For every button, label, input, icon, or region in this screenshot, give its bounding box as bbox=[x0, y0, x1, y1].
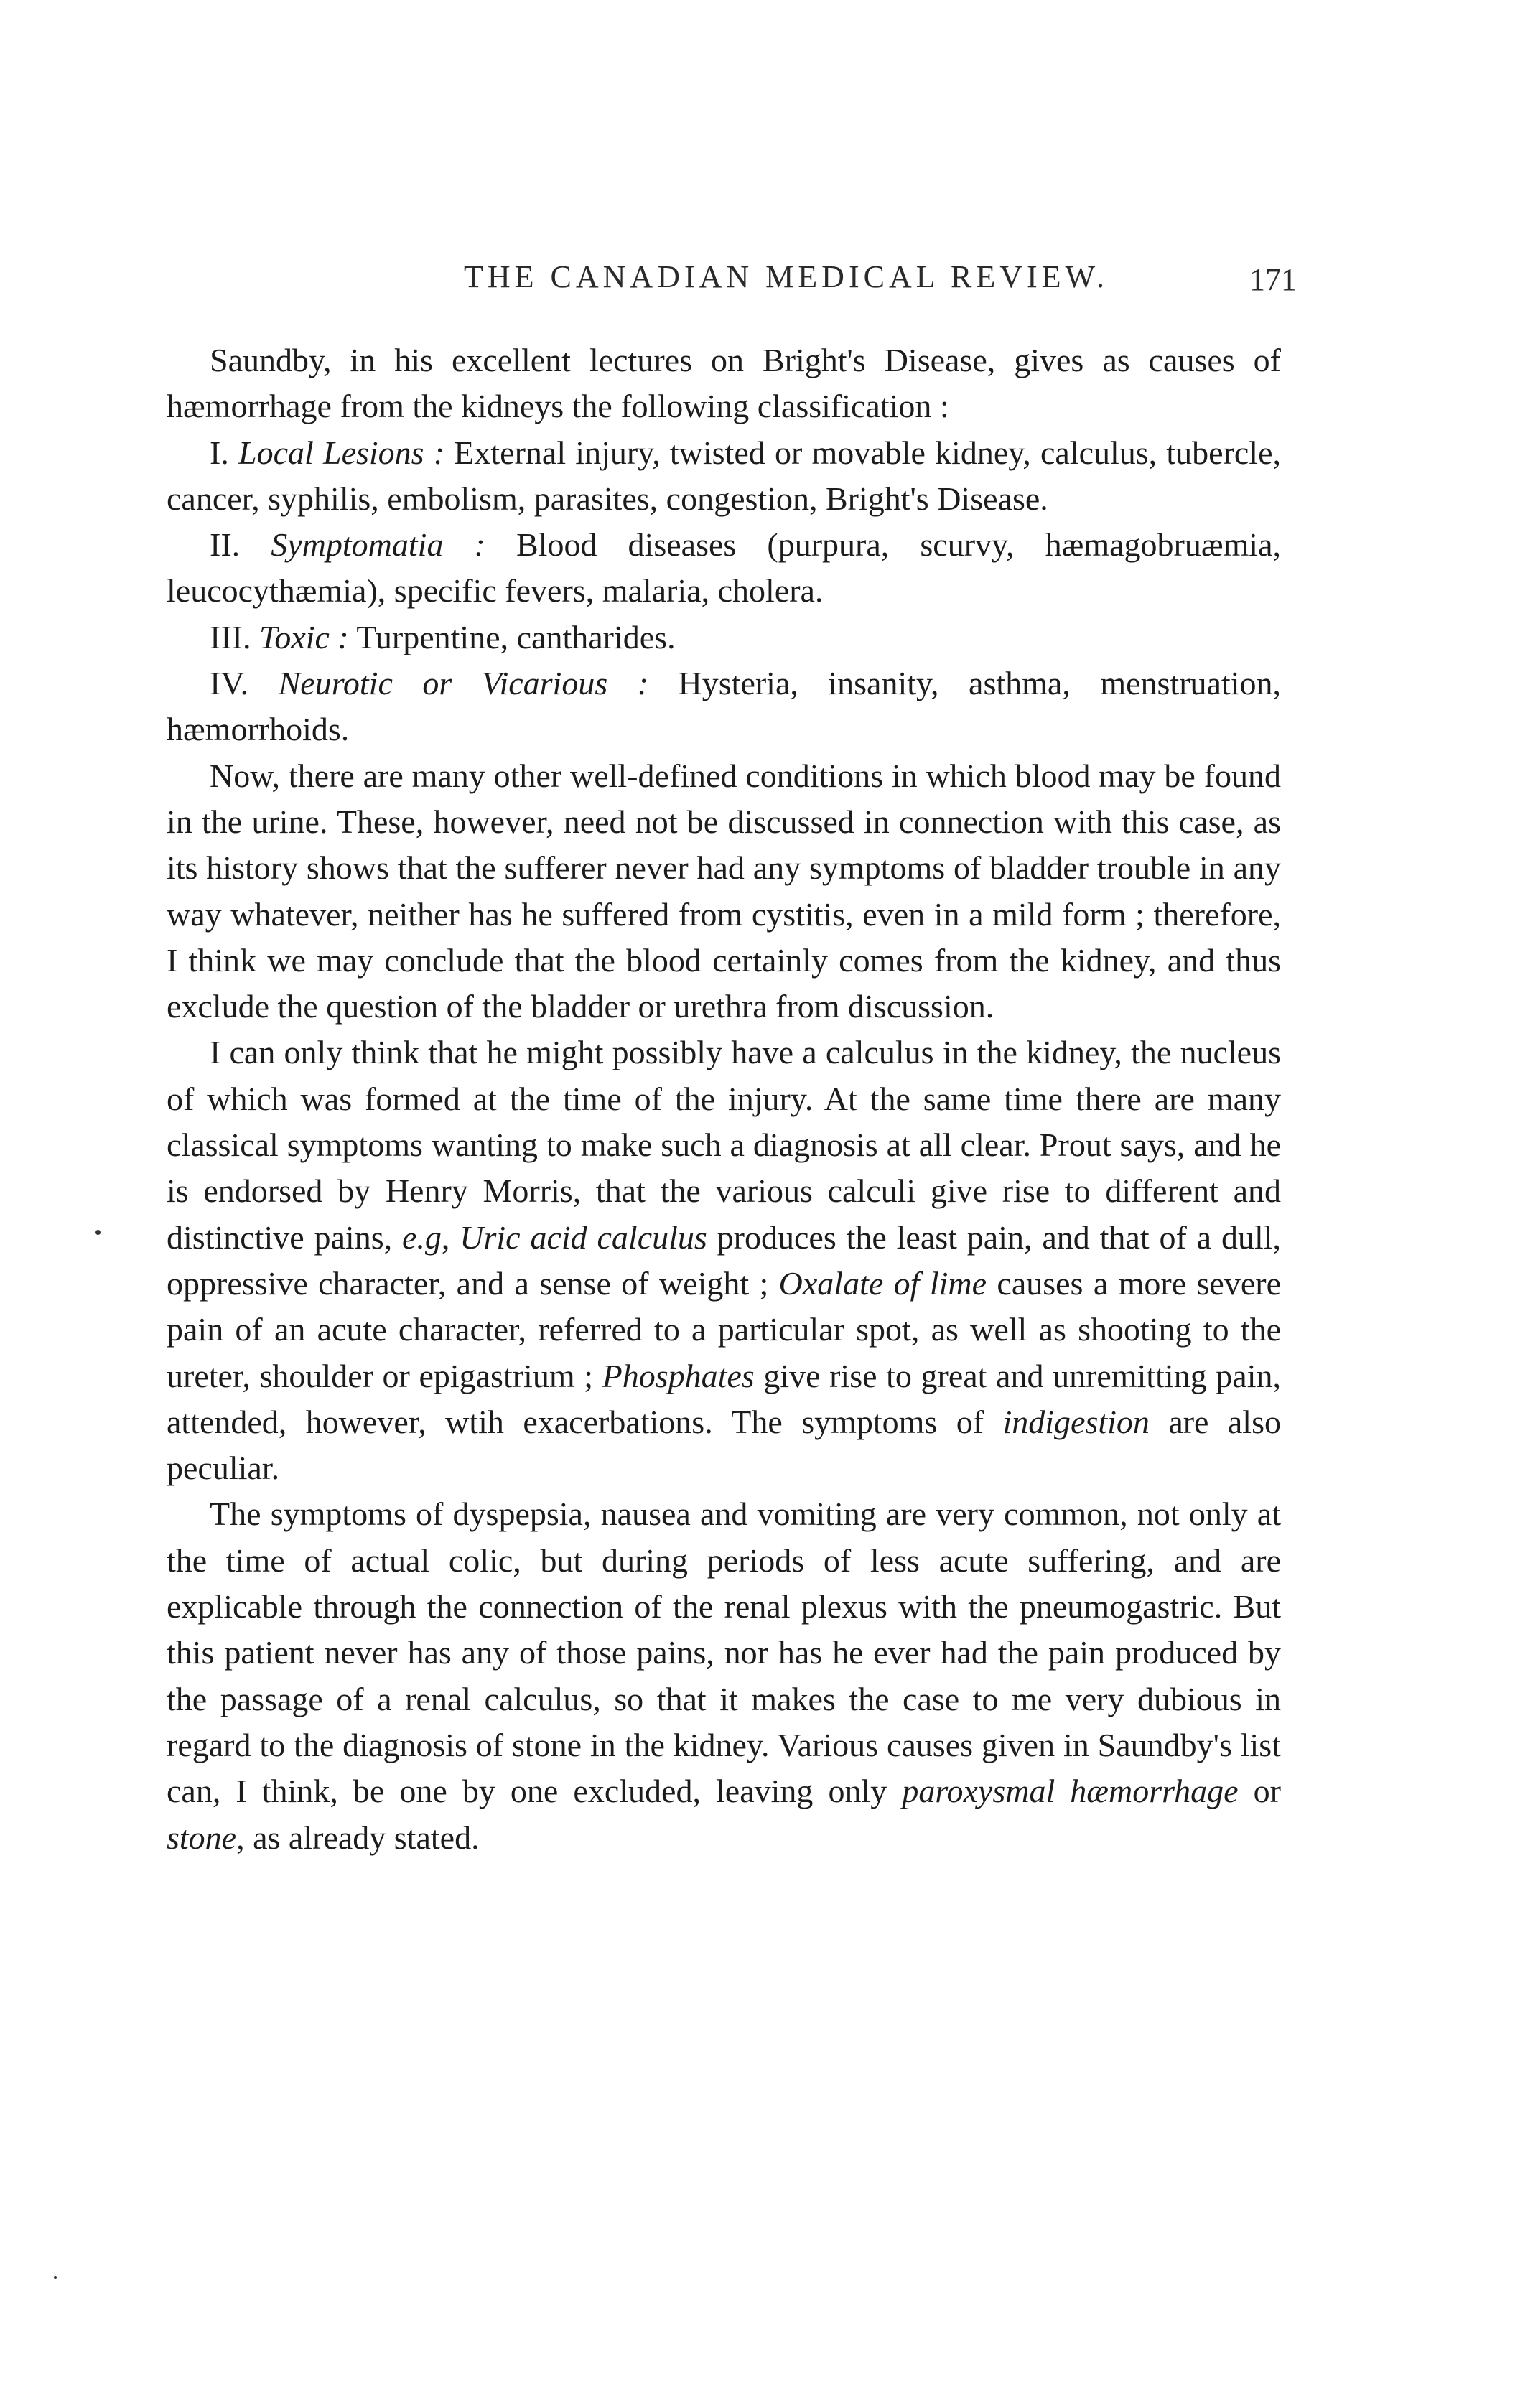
article-body bbox=[167, 337, 1281, 1861]
paragraph-dyspepsia bbox=[167, 1491, 1281, 1860]
item-text: Hysteria, insanity, asthma, menstruation, hæmorrhoids. bbox=[167, 665, 1281, 748]
item-text: External injury, twisted or movable kidney, calculus, tubercle, cancer, syphilis, embolism, parasites, congestion, Bright's Disease. bbox=[167, 434, 1282, 517]
item-number: I. bbox=[210, 434, 229, 471]
item-number: IV. bbox=[210, 665, 249, 702]
paragraph-text: are also peculiar. bbox=[167, 1403, 1281, 1487]
running-header bbox=[0, 258, 1538, 309]
item-label: Toxic : bbox=[258, 618, 349, 655]
paragraph-text: produces the least pain, and that of a dull, oppressive character, and a sense of weight ; bbox=[167, 1218, 1282, 1302]
item-text: Turpentine, cantharides. bbox=[348, 618, 676, 655]
item-number: III. bbox=[210, 618, 251, 655]
margin-speck bbox=[54, 2276, 57, 2279]
margin-speck bbox=[95, 1230, 101, 1235]
italic-eg: e.g bbox=[401, 1218, 442, 1256]
paragraph-calculus bbox=[167, 1030, 1281, 1491]
page-number: 171 bbox=[1249, 262, 1297, 297]
classification-item-symptomatia bbox=[167, 522, 1281, 615]
italic-uric-acid-calculus: Uric acid calculus bbox=[460, 1218, 707, 1256]
paragraph-text: I can only think that he might possibly have a calculus in the kidney, the nucleus of which was formed at the time of the injury. At the same time there are many classical symptoms wanting to make such a diagnosis at all clear. Prout says, and he is endorsed by Henry Morris, that the various calculi give rise to different and distinctive pains, bbox=[167, 1034, 1281, 1256]
paragraph-text: Now, there are many other well-defined conditions in which blood may be found in the urine. These, however, need not be discussed in connection with this case, as its history shows that the sufferer never had any symptoms of bladder trouble in any way whatever, neither has he suffered from cystitis, even in a mild form ; therefore, I think we may conclude that the blood certainly comes from the kidney, and thus exclude the question of the bladder or urethra from discussion. bbox=[167, 757, 1281, 1025]
paragraph-text: , as already stated. bbox=[236, 1819, 480, 1856]
italic-stone: stone bbox=[167, 1819, 237, 1856]
italic-paroxysmal-haemorrhage: paroxysmal hæmorrhage bbox=[902, 1773, 1239, 1810]
paragraph-text: The symptoms of dyspepsia, nausea and vomiting are very common, not only at the time of actual colic, but during periods of less acute suffering, and are explicable through the connection of the renal plexus with the pneumogastric. But this patient never has any of those pains, nor has he ever had the pain produced by the passage of a renal calculus, so that it makes the case to me very dubious in regard to the diagnosis of stone in the kidney. Various causes given in Saundby's list can, I think, be one by one excluded, leaving only bbox=[167, 1495, 1281, 1810]
item-label: Symptomatia : bbox=[271, 526, 485, 564]
item-number: II. bbox=[210, 526, 241, 564]
item-label: Local Lesions : bbox=[238, 434, 445, 471]
italic-indigestion: indigestion bbox=[1002, 1403, 1150, 1440]
item-text: Blood diseases (purpura, scurvy, hæmagobruæmia, leucocythæmia), specific fevers, malaria, cholera. bbox=[167, 526, 1281, 610]
paragraph-text: , bbox=[441, 1218, 460, 1256]
italic-oxalate-of-lime: Oxalate of lime bbox=[778, 1264, 987, 1302]
paragraph-text: causes a more severe pain of an acute character, referred to a particular spot, as well as shooting to the ureter, shoulder or epigastrium ; bbox=[167, 1264, 1281, 1394]
paragraph-intro-text: Saundby, in his excellent lectures on Bright's Disease, gives as causes of hæmorrhage from the kidneys the following classification : bbox=[167, 342, 1281, 425]
journal-title: THE CANADIAN MEDICAL REVIEW. bbox=[464, 259, 1109, 294]
paragraph-other-conditions bbox=[167, 753, 1281, 1030]
classification-item-local-lesions bbox=[167, 430, 1281, 523]
paragraph-intro bbox=[167, 337, 1281, 430]
item-label: Neurotic or Vicarious : bbox=[278, 665, 649, 702]
classification-item-neurotic bbox=[167, 661, 1281, 753]
classification-item-toxic bbox=[167, 615, 1281, 661]
paragraph-text: or bbox=[1238, 1773, 1281, 1810]
italic-phosphates: Phosphates bbox=[602, 1357, 755, 1394]
paragraph-text: give rise to great and unremitting pain, attended, however, wtih exacerbations. The symptoms of bbox=[167, 1357, 1281, 1440]
